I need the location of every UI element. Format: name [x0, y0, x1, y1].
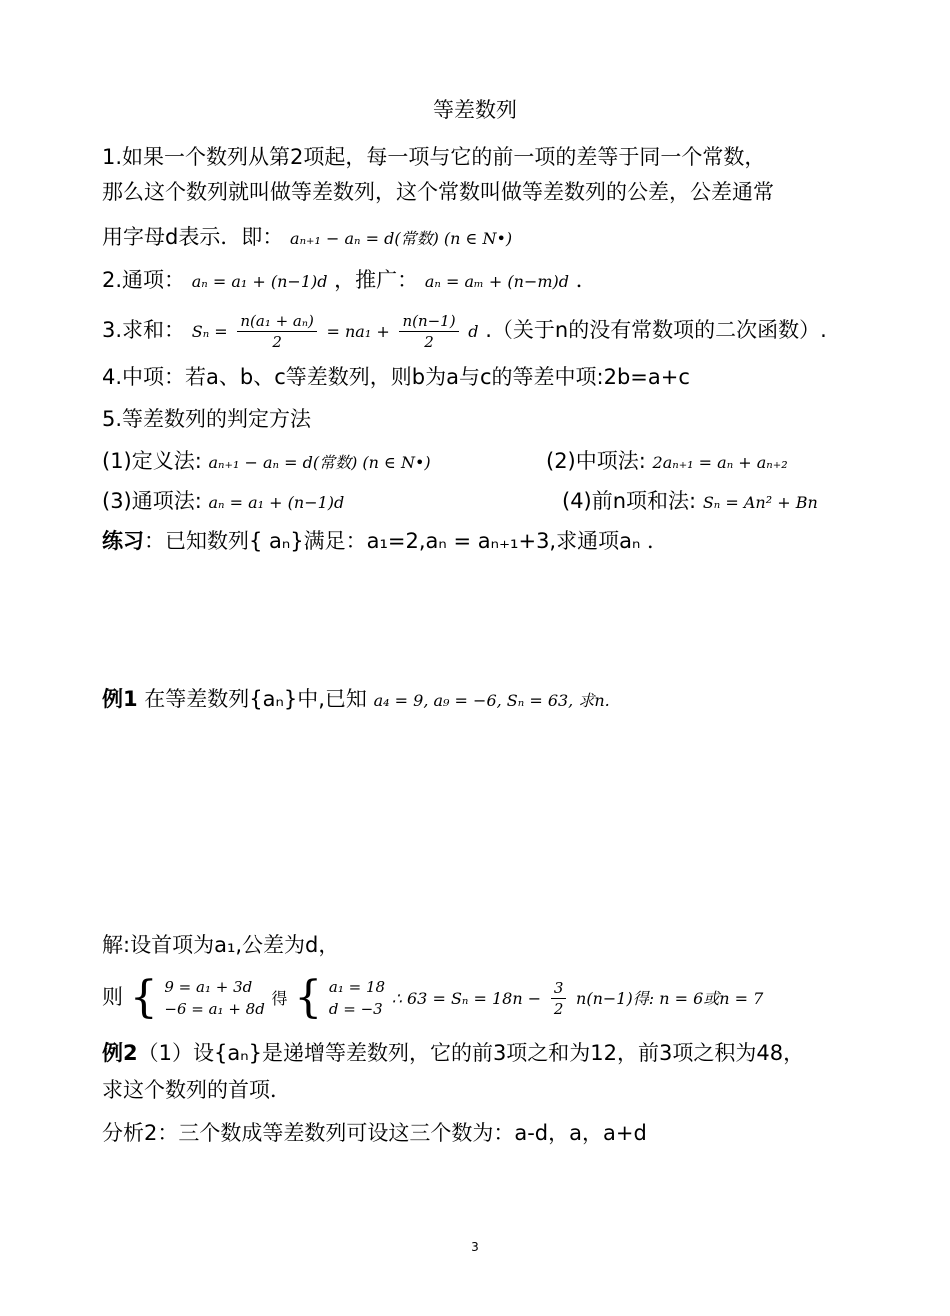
general-term-ext-formula: aₙ = aₘ + (n−m)d: [424, 272, 569, 291]
solution-fraction: [551, 978, 567, 1019]
solution-system-line: [102, 972, 763, 1024]
left-brace-2: {: [294, 972, 323, 1023]
example-2-line-2: 求这个数列的首项．: [102, 1078, 291, 1102]
system-2-eq-1: a₁ = 18: [328, 978, 386, 996]
general-term-label: 2.通项：: [102, 268, 186, 292]
sum-lhs: Sₙ =: [191, 322, 228, 341]
page-title: 等差数列: [433, 98, 517, 122]
sum-label: 3.求和：: [102, 318, 186, 342]
page-number: 3: [471, 1240, 479, 1254]
sum-fraction-2: [399, 311, 458, 352]
equation-system-1: [164, 976, 264, 1020]
example-1-formula: a₄ = 9, a₉ = −6, Sₙ = 63, 求n.: [373, 691, 610, 710]
practice-label: 练习: [102, 529, 144, 553]
method-2-formula: 2aₙ₊₁ = aₙ + aₙ₊₂: [652, 453, 788, 472]
solution-then: 则: [102, 985, 123, 1009]
method-1-label: (1)定义法:: [102, 449, 202, 473]
middle-term-line: 4.中项：若a、b、c等差数列，则b为a与c的等差中项:2b=a+c: [102, 365, 690, 389]
general-term-formula: aₙ = a₁ + (n−1)d: [191, 272, 328, 291]
system-1-eq-1: 9 = a₁ + 3d: [164, 978, 253, 996]
example-2-line-1: [102, 1038, 804, 1068]
definition-line-1: 1.如果一个数列从第2项起，每一项与它的前一项的差等于同一个常数，: [102, 145, 766, 169]
method-1: [102, 446, 431, 478]
left-brace-1: {: [129, 972, 158, 1023]
method-4: [562, 486, 818, 518]
sum-middle: = na₁ +: [326, 322, 390, 341]
system-2-eq-2: d = −3: [328, 1000, 383, 1018]
sum-fraction-1-numerator: n(a₁ + aₙ): [237, 311, 316, 332]
definition-line-2: 那么这个数列就叫做等差数列，这个常数叫做等差数列的公差，公差通常: [102, 180, 774, 204]
equation-system-2: [329, 976, 385, 1020]
practice-line: [102, 526, 668, 556]
method-3-formula: aₙ = a₁ + (n−1)d: [208, 493, 345, 512]
sum-fraction-1-denominator: 2: [272, 332, 282, 351]
method-2-label: (2)中项法:: [546, 449, 646, 473]
sum-fraction-2-numerator: n(n−1): [399, 311, 458, 332]
example-2-label: 例2: [102, 1041, 138, 1065]
method-3-label: (3)通项法:: [102, 489, 202, 513]
sum-line: [102, 308, 827, 354]
general-term-end: ．: [575, 268, 597, 292]
solution-fraction-denominator: 2: [553, 999, 564, 1018]
analysis-line: 分析2：三个数成等差数列可设这三个数为：a-d，a，a+d: [102, 1121, 647, 1145]
practice-text: ：已知数列{ aₙ}满足：a₁=2,aₙ = aₙ₊₁+3,求通项aₙ ．: [144, 529, 669, 553]
general-term-ext-label: ，推广：: [334, 268, 419, 292]
solution-result: n(n−1)得: n = 6或n = 7: [576, 989, 764, 1008]
sum-fraction-2-denominator: 2: [424, 332, 434, 351]
general-term-line: [102, 265, 597, 297]
example-2-text: （1）设{aₙ}是递增等差数列，它的前3项之和为12，前3项之积为48，: [137, 1041, 805, 1065]
example-1-label: 例1: [102, 687, 138, 711]
method-1-formula: aₙ₊₁ − aₙ = d(常数) (n ∈ N•): [208, 453, 431, 472]
solution-line-1: 解:设首项为a₁,公差为d，: [102, 933, 340, 957]
example-1-text: 在等差数列{aₙ}中,已知: [137, 687, 367, 711]
solution-therefore: ∴ 63 = Sₙ = 18n −: [391, 989, 542, 1008]
example-1-line: [102, 684, 610, 716]
methods-title: 5.等差数列的判定方法: [102, 407, 312, 431]
solution-de: 得: [271, 989, 288, 1008]
method-4-formula: Sₙ = An² + Bn: [702, 493, 818, 512]
definition-line-3: [102, 222, 512, 254]
sum-note: .（关于n的没有常数项的二次函数）.: [485, 318, 827, 342]
sum-fraction-1: [237, 311, 316, 352]
definition-formula: aₙ₊₁ − aₙ = d(常数) (n ∈ N•): [290, 229, 513, 248]
solution-fraction-numerator: 3: [551, 978, 567, 999]
method-2: [546, 446, 788, 478]
system-1-eq-2: −6 = a₁ + 8d: [164, 1000, 265, 1018]
method-3: [102, 486, 344, 518]
method-4-label: (4)前n项和法:: [562, 489, 697, 513]
definition-lead: 用字母d表示．即：: [102, 225, 284, 249]
sum-tail: d: [468, 322, 479, 341]
